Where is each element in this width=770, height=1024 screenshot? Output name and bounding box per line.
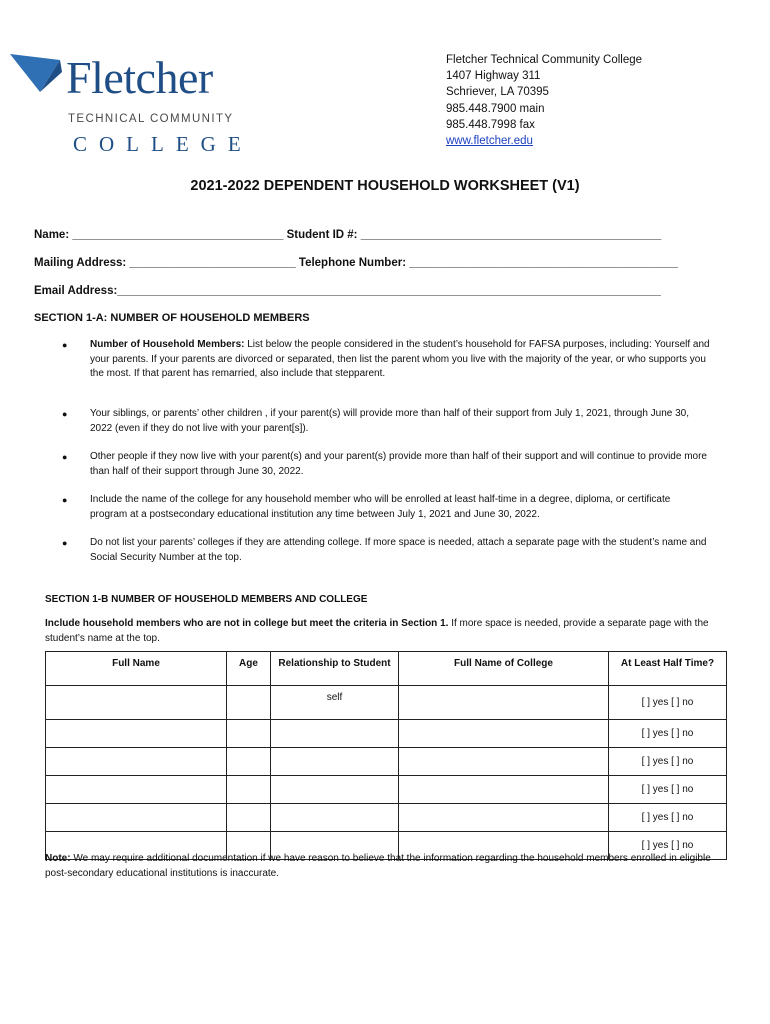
- bullet-lead: Number of Household Members:: [90, 339, 245, 350]
- college-name-cell[interactable]: [399, 720, 609, 748]
- relationship-cell[interactable]: [271, 776, 399, 804]
- half-time-cell[interactable]: [ ] yes [ ] no: [609, 832, 727, 860]
- address-line: 985.448.7998 fax: [446, 118, 535, 131]
- column-header: At Least Half Time?: [609, 652, 727, 686]
- college-logo: [10, 50, 275, 160]
- college-name-cell[interactable]: [399, 776, 609, 804]
- half-time-cell[interactable]: [ ] yes [ ] no: [609, 686, 727, 720]
- bullet-text: Include the name of the college for any household member who will be enrolled at least half-time in a degree, diploma, or certificate program at a postsecondary educational institution any time between July 1, 2021 and June 30, 2022.: [90, 494, 671, 520]
- full-name-cell[interactable]: [46, 748, 227, 776]
- column-header: Relationship to Student: [271, 652, 399, 686]
- college-address: [446, 52, 642, 149]
- age-cell[interactable]: [227, 686, 271, 720]
- college-name-cell[interactable]: [399, 804, 609, 832]
- column-header: Full Name of College: [399, 652, 609, 686]
- note-paragraph: [45, 852, 725, 881]
- table-row: [46, 686, 727, 720]
- half-time-cell[interactable]: [ ] yes [ ] no: [609, 776, 727, 804]
- address-line: Fletcher Technical Community College: [446, 54, 643, 66]
- bullet-text: Your siblings, or parents’ other children , if your parent(s) will provide more than half of their support from July 1, 2021, through June 30, 2022 (even if they do not live with your parent[s]).: [90, 408, 690, 434]
- logo-line-1: TECHNICAL COMMUNITY: [68, 113, 234, 125]
- bullet-text: List below the people considered in the student’s household for FAFSA purposes, including: Yourself and your parents. If your parents are divorced or separated, then list the parent whom you live with the majority of the year, or who supports you the most. If that parent has remarried, also include that stepparent.: [90, 339, 710, 379]
- column-header: Full Name: [46, 652, 227, 686]
- table-row: [46, 804, 727, 832]
- college-name-cell[interactable]: [399, 686, 609, 720]
- table-row: [46, 776, 727, 804]
- household-table: [45, 651, 727, 860]
- section-1b-intro: [45, 617, 725, 646]
- intro-bold: Include household members who are not in college but meet the criteria in Section 1.: [45, 618, 449, 629]
- half-time-cell[interactable]: [ ] yes [ ] no: [609, 720, 727, 748]
- address-line: 1407 Highway 311: [446, 70, 541, 83]
- section-1a-heading: SECTION 1-A: NUMBER OF HOUSEHOLD MEMBERS: [34, 312, 310, 324]
- table-row: [46, 748, 727, 776]
- bullet-dot-icon: ●: [62, 538, 68, 548]
- bullet-text: Other people if they now live with your parent(s) and your parent(s) provide more than half of their support and will continue to provide more than half of their support through June 30, 2022.: [90, 451, 707, 477]
- bullet-dot-icon: ●: [62, 452, 68, 462]
- email-field[interactable]: Email Address:_____________________________________________________________________________________: [34, 285, 661, 297]
- age-cell[interactable]: [227, 748, 271, 776]
- logo-wing-icon: [10, 50, 70, 110]
- section-1b-heading: SECTION 1-B NUMBER OF HOUSEHOLD MEMBERS AND COLLEGE: [45, 594, 368, 605]
- note-lead: Note:: [45, 853, 71, 864]
- full-name-cell[interactable]: [46, 804, 227, 832]
- relationship-cell[interactable]: self: [271, 686, 399, 720]
- website-link[interactable]: www.fletcher.edu: [446, 135, 533, 148]
- full-name-cell[interactable]: [46, 776, 227, 804]
- note-text: We may require additional documentation if we have reason to believe that the information regarding the household members enrolled in eligible post-secondary educational institutions is inaccurate.: [45, 853, 711, 879]
- age-cell[interactable]: [227, 804, 271, 832]
- age-cell[interactable]: [227, 776, 271, 804]
- table-row: [46, 720, 727, 748]
- table-header-row: [46, 652, 727, 686]
- college-name-cell[interactable]: [399, 748, 609, 776]
- logo-name: Fletcher: [66, 52, 213, 103]
- full-name-cell[interactable]: [46, 686, 227, 720]
- full-name-cell[interactable]: [46, 720, 227, 748]
- bullet-dot-icon: ●: [62, 495, 68, 505]
- bullet-dot-icon: ●: [62, 409, 68, 419]
- logo-line-2: COLLEGE: [73, 132, 253, 156]
- address-line: 985.448.7900 main: [446, 102, 545, 115]
- name-student-id-field[interactable]: Name: _________________________________ Student ID #: _______________________________________________: [34, 229, 662, 241]
- bullet-dot-icon: ●: [62, 340, 68, 350]
- bullet-text: Do not list your parents’ colleges if they are attending college. If more space is needed, attach a separate page with the student’s name and Social Security Number at the top.: [90, 537, 707, 563]
- document-title: 2021-2022 DEPENDENT HOUSEHOLD WORKSHEET (V1): [190, 178, 580, 194]
- relationship-cell[interactable]: [271, 804, 399, 832]
- column-header: Age: [227, 652, 271, 686]
- intro-text: If more space is needed, provide a separate page with the student’s name at the top.: [45, 618, 709, 644]
- half-time-cell[interactable]: [ ] yes [ ] no: [609, 804, 727, 832]
- mailing-telephone-field[interactable]: Mailing Address: __________________________ Telephone Number: __________________________________________: [34, 257, 678, 269]
- half-time-cell[interactable]: [ ] yes [ ] no: [609, 748, 727, 776]
- relationship-cell[interactable]: [271, 720, 399, 748]
- address-line: Schriever, LA 70395: [446, 86, 549, 99]
- relationship-cell[interactable]: [271, 748, 399, 776]
- age-cell[interactable]: [227, 720, 271, 748]
